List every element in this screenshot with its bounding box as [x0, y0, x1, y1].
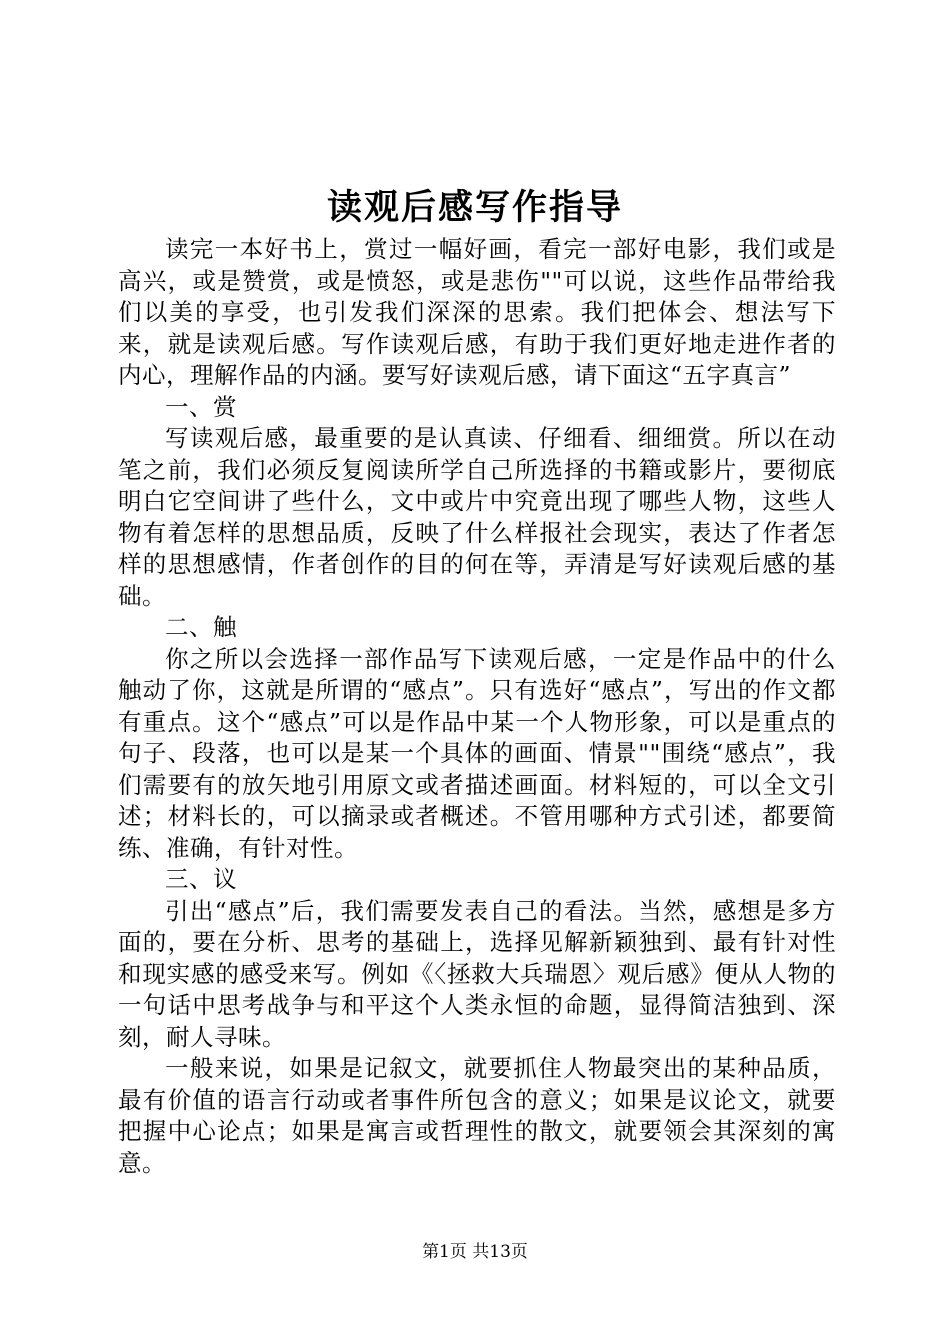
page-footer: 第1页 共13页 [422, 1242, 528, 1262]
paragraph-general: 一般来说，如果是记叙文，就要抓住人物最突出的某种品质，最有价值的语言行动或者事件所包含的意义；如果是议论文，就要把握中心论点；如果是寓言或哲理性的散文，就要领会其深刻的寓意。 [118, 1054, 836, 1177]
paragraph-touch: 你之所以会选择一部作品写下读观后感，一定是作品中的什么触动了你，这就是所谓的“感点”。只有选好“感点”，写出的作文都有重点。这个“感点”可以是作品中某一个人物形象，可以是重点的句子、段落，也可以是某一个具体的画面、情景""围绕“感点”，我们需要有的放矢地引用原文或者描述画面。材料短的，可以全文引述；材料长的，可以摘录或者概述。不管用哪种方式引述，都要简练、准确，有针对性。 [118, 644, 836, 862]
paragraph-appreciate: 写读观后感，最重要的是认真读、仔细看、细细赏。所以在动笔之前，我们必须反复阅读所学自己所选择的书籍或影片，要彻底明白它空间讲了些什么，文中或片中究竟出现了哪些人物，这些人物有着怎样的思想品质，反映了什么样报社会现实，表达了作者怎样的思想感情，作者创作的目的何在等，弄清是写好读观后感的基础。 [118, 424, 836, 610]
section-heading-appreciate: 一、赏 [165, 392, 237, 421]
section-heading-discuss: 三、议 [165, 865, 237, 893]
document-title: 读观后感写作指导 [326, 187, 623, 228]
paragraph-intro: 读完一本好书上，赏过一幅好画，看完一部好电影，我们或是高兴，或是赞赏，或是愤怒，或是悲伤""可以说，这些作品带给我们以美的享受，也引发我们深深的思索。我们把体会、想法写下来，就是读观后感。写作读观后感，有助于我们更好地走进作者的内心，理解作品的内涵。要写好读观后感，请下面这“五字真言” [118, 235, 836, 389]
paragraph-discuss: 引出“感点”后，我们需要发表自己的看法。当然，感想是多方面的，要在分析、思考的基础上，选择见解新颖独到、最有针对性和现实感的感受来写。例如《〈拯救大兵瑞恩〉观后感》便从人物的一句话中思考战争与和平这个人类永恒的命题，显得简洁独到、深刻，耐人寻味。 [118, 896, 836, 1051]
document-body [118, 234, 836, 1179]
section-heading-touch: 二、触 [165, 613, 237, 641]
